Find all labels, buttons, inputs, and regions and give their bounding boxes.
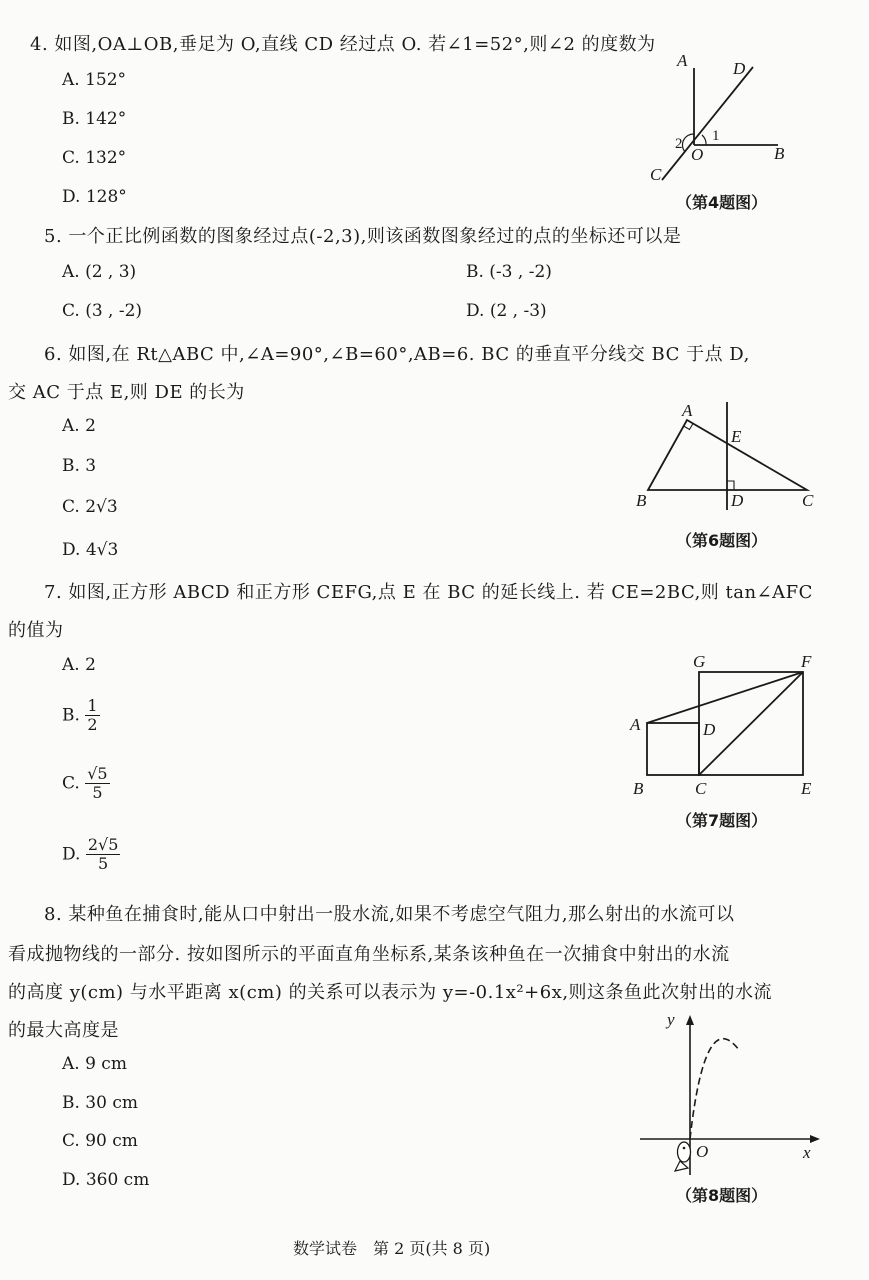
q6-right-angle-d <box>727 481 734 490</box>
q8-stem-line1: 8. 某种鱼在捕食时,能从口中射出一股水流,如果不考虑空气阻力,那么射出的水流可以 <box>44 904 735 925</box>
q8-y-arrow <box>686 1015 694 1025</box>
q8-stem-line4: 的最大高度是 <box>8 1020 119 1041</box>
q5-option-d: D. (2 , -3) <box>466 301 547 321</box>
q8-stem-line2: 看成抛物线的一部分. 按如图所示的平面直角坐标系,某条该种鱼在一次捕食中射出的水流 <box>8 944 730 965</box>
q4-option-b: B. 142° <box>62 109 127 129</box>
q6-option-c: C. 2√3 <box>62 497 118 517</box>
q4-stem: 4. 如图,OA⊥OB,垂足为 O,直线 CD 经过点 O. 若∠1=52°,则∠2 的度数为 <box>30 34 656 55</box>
q7-option-b-fraction: $\frac{1}{2}$ <box>87 696 98 734</box>
q7-square-abcd <box>647 723 699 775</box>
q5-option-c: C. (3 , -2) <box>62 301 143 321</box>
fish-icon <box>675 1142 691 1171</box>
q6-option-a: A. 2 <box>62 416 96 436</box>
q6-label-a: A <box>682 401 693 420</box>
q4-option-c: C. 132° <box>62 148 127 168</box>
q7-option-c-fraction: $\frac{√5}{5}$ <box>87 764 108 802</box>
q7-option-d: D. $\frac{2√5}{5}$ <box>62 835 119 873</box>
q4-label-angle1: 1 <box>712 128 720 144</box>
q7-stem-line2: 的值为 <box>8 620 64 641</box>
q7-option-d-fraction: $\frac{2√5}{5}$ <box>87 835 119 873</box>
q7-option-c: C. $\frac{√5}{5}$ <box>62 764 108 802</box>
q7-stem-line1: 7. 如图,正方形 ABCD 和正方形 CEFG,点 E 在 BC 的延长线上. 若 CE=2BC,则 tan∠AFC <box>44 582 813 603</box>
q8-figure <box>635 1005 830 1185</box>
q4-label-o: O <box>691 145 704 164</box>
q5-option-a: A. (2 , 3) <box>62 262 137 282</box>
q7-figure <box>625 650 825 800</box>
q8-label-y: y <box>667 1010 675 1029</box>
q7-label-e: E <box>801 779 812 798</box>
q7-label-f: F <box>801 652 812 671</box>
q4-label-c: C <box>650 165 662 184</box>
q4-label-b: B <box>774 144 785 163</box>
q7-label-a: A <box>630 715 641 734</box>
q6-label-d: D <box>731 491 744 510</box>
q8-x-arrow <box>810 1135 820 1143</box>
q4-angle1-arc <box>702 135 706 145</box>
q8-label-x: x <box>803 1143 811 1162</box>
q6-option-b: B. 3 <box>62 456 97 476</box>
q8-option-a: A. 9 cm <box>62 1054 127 1074</box>
q6-figure <box>630 400 830 515</box>
q7-option-b: B. $\frac{1}{2}$ <box>62 696 98 734</box>
page-footer: 数学试卷 第 2 页(共 8 页) <box>293 1239 491 1258</box>
q8-caption: （第8题图） <box>676 1186 768 1205</box>
q6-caption: （第6题图） <box>676 531 768 550</box>
q8-option-d: D. 360 cm <box>62 1170 150 1190</box>
q6-stem-line2: 交 AC 于点 E,则 DE 的长为 <box>8 382 245 403</box>
q6-label-b: B <box>636 491 647 510</box>
q8-water-parabola <box>690 1039 739 1139</box>
q8-stem-line3: 的高度 y(cm) 与水平距离 x(cm) 的关系可以表示为 y=-0.1x²+6x,则这条鱼此次射出的水流 <box>8 982 773 1003</box>
q4-label-d: D <box>733 59 746 78</box>
q4-option-d: D. 128° <box>62 187 127 207</box>
q5-option-b: B. (-3 , -2) <box>466 262 552 282</box>
q4-line-cd <box>662 67 753 180</box>
q4-figure <box>640 50 810 190</box>
q5-stem: 5. 一个正比例函数的图象经过点(-2,3),则该函数图象经过的点的坐标还可以是 <box>44 226 682 247</box>
q8-label-o: O <box>696 1142 709 1161</box>
q6-label-c: C <box>802 491 814 510</box>
q7-label-g: G <box>693 652 706 671</box>
q7-segment-af <box>647 672 803 723</box>
q7-label-c: C <box>695 779 707 798</box>
q7-label-d: D <box>703 720 716 739</box>
q4-label-angle2: 2 <box>675 136 683 152</box>
q8-option-b: B. 30 cm <box>62 1093 138 1113</box>
q4-option-a: A. 152° <box>62 70 127 90</box>
q6-option-d: D. 4√3 <box>62 540 119 560</box>
q7-caption: （第7题图） <box>676 811 768 830</box>
q4-label-a: A <box>677 51 688 70</box>
q6-label-e: E <box>731 427 742 446</box>
q7-option-a: A. 2 <box>62 655 96 675</box>
q4-caption: （第4题图） <box>676 193 768 212</box>
q7-label-b: B <box>633 779 644 798</box>
q8-option-c: C. 90 cm <box>62 1131 138 1151</box>
q6-stem-line1: 6. 如图,在 Rt△ABC 中,∠A=90°,∠B=60°,AB=6. BC 的垂直平分线交 BC 于点 D, <box>44 344 750 365</box>
